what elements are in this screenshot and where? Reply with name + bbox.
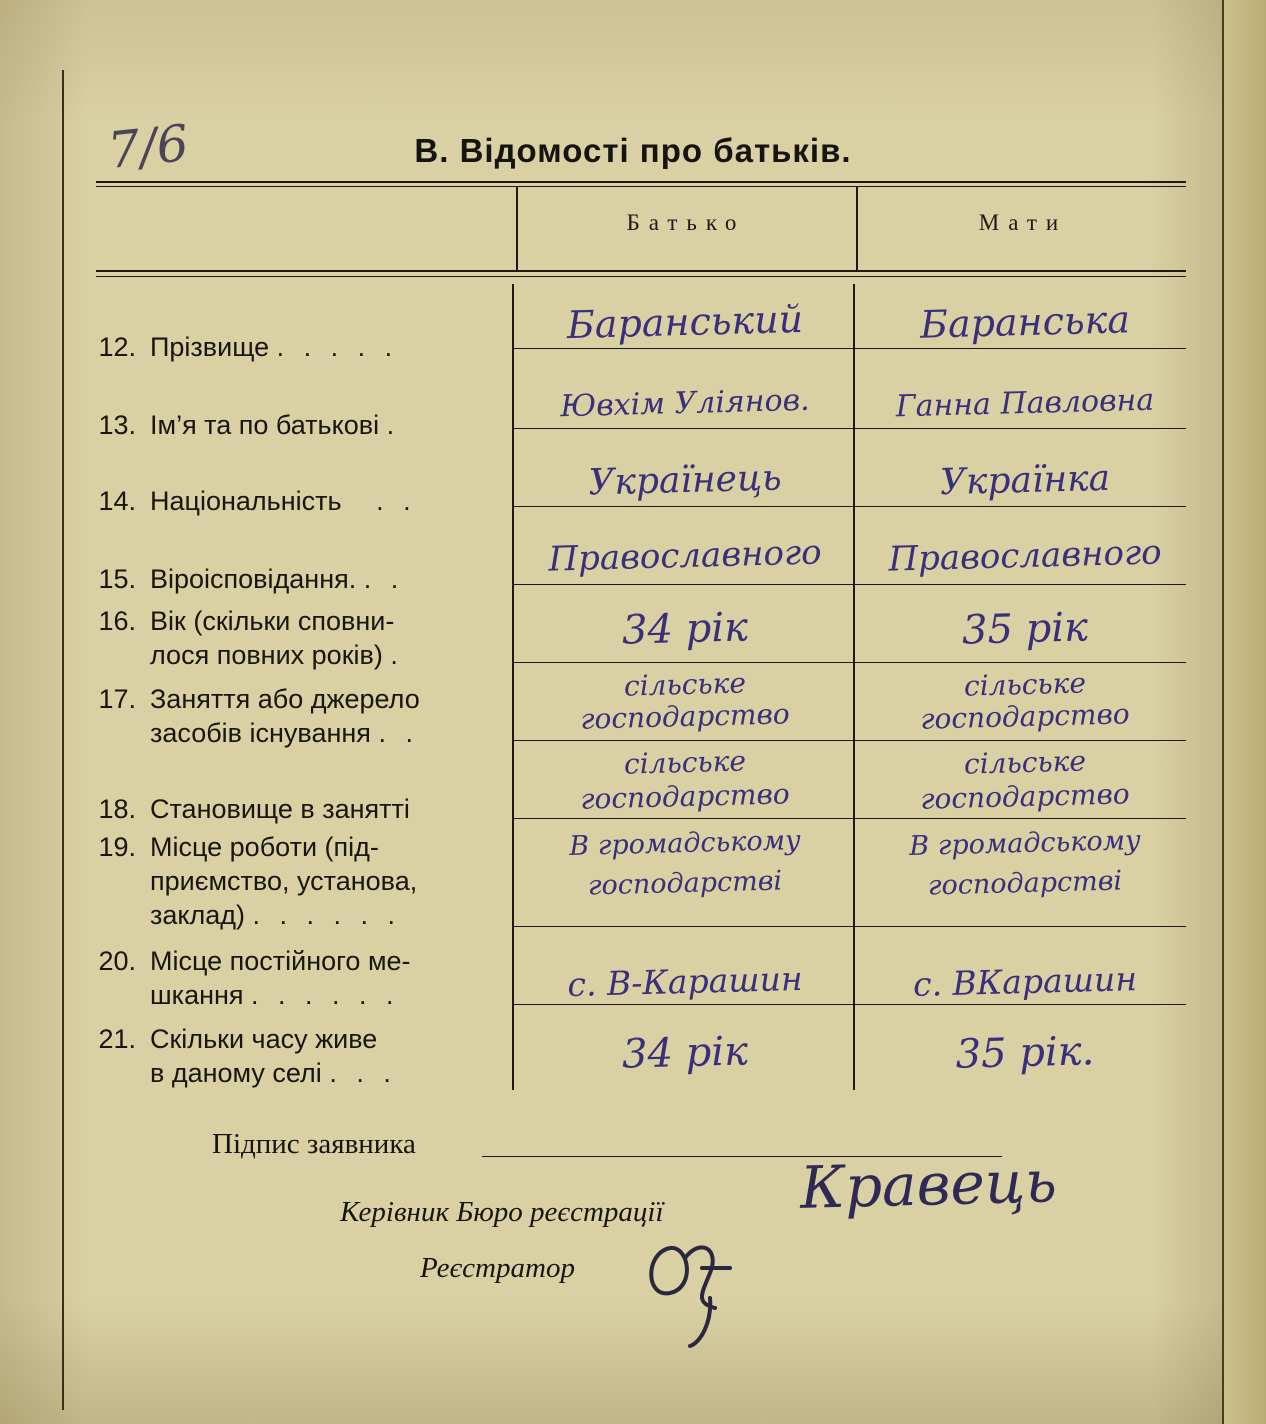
father-workplace-line2: господарстві [587, 865, 783, 902]
father-surname: Баранський [566, 296, 804, 348]
father-years-resident: 34 рік [621, 1028, 749, 1078]
table-top-rule-2 [96, 186, 1186, 187]
row-label-13: 13. Ім’я та по батькові . [98, 410, 401, 440]
mother-surname: Баранська [919, 297, 1131, 347]
column-header-father: Батько [626, 210, 746, 235]
row-label-14: 14. Національність . . [98, 486, 417, 516]
bureau-head-label: Керівник Бюро реєстрації [340, 1196, 664, 1228]
handwritten-page-number: 7/6 [105, 113, 192, 181]
mother-years-resident: 35 рік. [955, 1028, 1095, 1078]
father-occupation-line1: сільське [623, 666, 747, 703]
row-rule [514, 740, 1186, 741]
mother-nationality: Українка [939, 457, 1111, 504]
father-residence: с. В-Карашин [566, 958, 804, 1005]
row-label-15: 15. Віроісповідання. . . [98, 564, 405, 594]
page-edge-binding [1222, 0, 1266, 1424]
row-rule [514, 818, 1186, 819]
row-label-12: 12. Прізвище . . . . . [98, 332, 399, 362]
registrar-label: Реєстратор [420, 1252, 575, 1284]
row-label-21: 21. Скільки часу живе в даному селі . . . [98, 1024, 397, 1088]
row-rule [514, 584, 1186, 585]
row-rule [514, 926, 1186, 927]
column-header-mother: Мати [978, 210, 1068, 235]
mother-workplace-line2: господарстві [927, 865, 1123, 902]
father-name: Ювхім Уліянов. [559, 382, 811, 425]
mother-position-line2: господарство [919, 777, 1131, 816]
row-rule [514, 428, 1186, 429]
header-bottom-rule [96, 270, 1186, 272]
row-rule [514, 662, 1186, 663]
bureau-head-signature: Кравець [799, 1147, 1058, 1222]
mother-age: 35 рік [961, 604, 1089, 654]
mother-residence: с. ВКарашин [912, 959, 1138, 1004]
row-label-17: 17. Заняття або джерело засобів існування . . [98, 684, 420, 748]
father-position-line1: сільське [623, 744, 747, 781]
father-workplace-line1: В громадському [568, 824, 802, 863]
left-margin-rule [62, 70, 64, 1410]
mother-workplace-line1: В громадському [908, 824, 1142, 863]
header-bottom-rule-2 [96, 276, 1186, 277]
father-religion: Православного [547, 532, 823, 580]
section-title: В. Відомості про батьків. [414, 132, 852, 169]
mother-religion: Православного [887, 532, 1163, 580]
father-age: 34 рік [621, 604, 749, 654]
row-label-19: 19. Місце роботи (під- приємство, установа, заклад) . . . . . . [98, 832, 418, 930]
father-occupation-line2: господарство [579, 697, 791, 736]
row-rule [514, 506, 1186, 507]
col-divider-mid-body [853, 284, 855, 1090]
mother-position-line1: сільське [963, 744, 1087, 781]
col-divider-left-body [512, 284, 514, 1090]
mother-occupation-line1: сільське [963, 666, 1087, 703]
registrar-signature [640, 1228, 750, 1358]
table-top-rule [96, 181, 1186, 183]
applicant-signature-label: Підпис заявника [212, 1128, 416, 1160]
father-position-line2: господарство [579, 777, 791, 816]
row-label-20: 20. Місце постійного ме- шкання . . . . . . [98, 946, 411, 1010]
row-label-18: 18. Становище в занятті [98, 794, 410, 824]
row-rule [514, 348, 1186, 349]
mother-occupation-line2: господарство [919, 697, 1131, 736]
father-nationality: Українець [587, 457, 783, 504]
row-rule [514, 1004, 1186, 1005]
row-label-16: 16. Вік (скільки сповни- лося повних років) . [98, 606, 404, 670]
mother-name: Ганна Павловна [895, 382, 1155, 425]
